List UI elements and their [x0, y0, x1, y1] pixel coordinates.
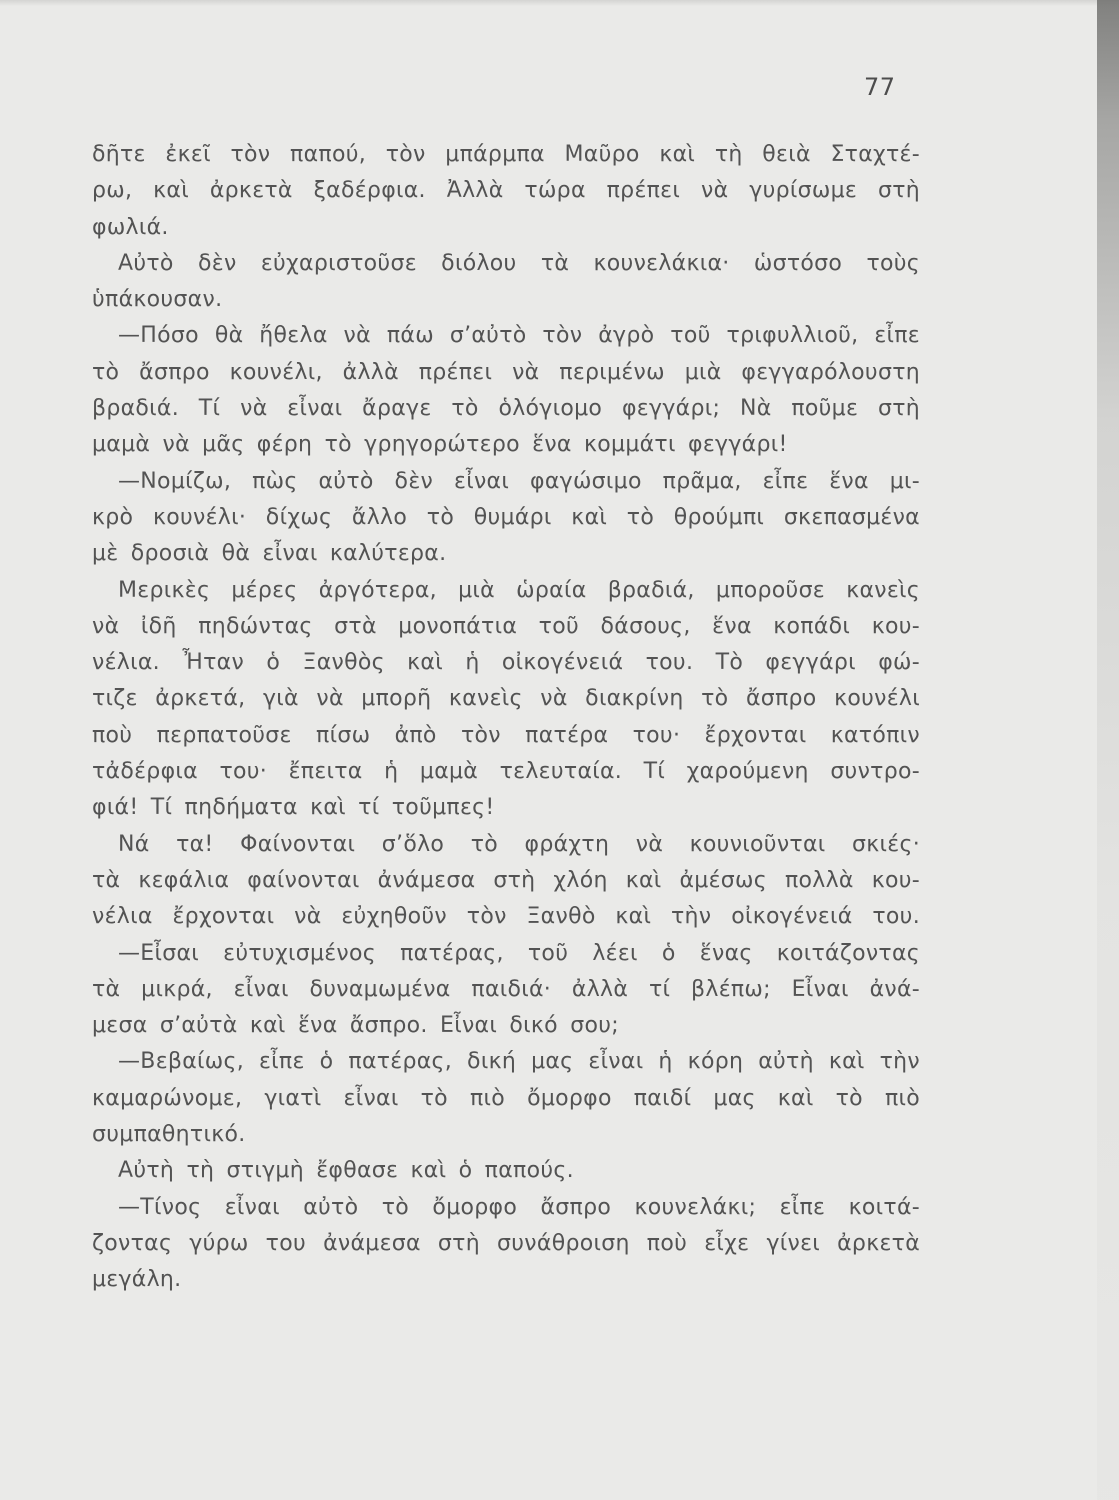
paragraph — [92, 1190, 920, 1299]
text-line: φιά! Τί πηδήματα καὶ τί τοῦμπες! — [92, 795, 495, 821]
text-line: —Βεβαίως, εἶπε ὁ πατέρας, δική μας εἶναι ἡ κόρη αὐτὴ καὶ τὴν — [118, 1049, 920, 1075]
text-line: —Τίνος εἶναι αὐτὸ τὸ ὄμορφο ἄσπρο κουνελάκι; εἶπε κοιτά- — [118, 1194, 920, 1220]
text-line: καμαρώνομε, γιατὶ εἶναι τὸ πιὸ ὄμορφο παιδί μας καὶ τὸ πιὸ — [92, 1085, 920, 1111]
page-number: 77 — [864, 73, 896, 101]
text-line: νέλια ἔρχονται νὰ εὐχηθοῦν τὸν Ξανθὸ καὶ τὴν οἰκογένειά του. — [92, 904, 920, 930]
paragraph — [92, 827, 920, 936]
text-line: ρω, καὶ ἀρκετὰ ξαδέρφια. Ἀλλὰ τώρα πρέπει νὰ γυρίσωμε στὴ — [92, 178, 920, 204]
text-line: —Εἶσαι εὐτυχισμένος πατέρας, τοῦ λέει ὁ ἕνας κοιτάζοντας — [118, 940, 920, 966]
text-line: νέλια. Ἦταν ὁ Ξανθὸς καὶ ἡ οἰκογένειά του. Τὸ φεγγάρι φώ- — [92, 650, 920, 676]
text-line: ζοντας γύρω του ἀνάμεσα στὴ συνάθροιση ποὺ εἶχε γίνει ἀρκετὰ — [92, 1230, 920, 1256]
text-line: δῆτε ἐκεῖ τὸν παπού, τὸν μπάρμπα Μαῦρο καὶ τὴ θειὰ Σταχτέ- — [92, 142, 920, 167]
scan-edge-top — [0, 0, 1119, 6]
body-text — [92, 137, 920, 1299]
text-line: ποὺ περπατοῦσε πίσω ἀπὸ τὸν πατέρα του· ἔρχονται κατόπιν — [92, 722, 920, 748]
paragraph — [92, 1044, 920, 1153]
text-line: συμπαθητικό. — [92, 1122, 246, 1148]
paragraph — [92, 1153, 920, 1189]
paragraph — [92, 318, 920, 463]
scan-edge-right — [1097, 0, 1119, 1500]
text-line: τὰ μικρά, εἶναι δυναμωμένα παιδιά· ἀλλὰ τί βλέπω; Εἶναι ἀνά- — [92, 976, 920, 1002]
text-line: βραδιά. Τί νὰ εἶναι ἄραγε τὸ ὁλόγιομο φεγγάρι; Νὰ ποῦμε στὴ — [92, 396, 920, 422]
text-line: μεγάλη. — [92, 1267, 182, 1293]
text-line: ὑπάκουσαν. — [92, 287, 223, 313]
text-line: τἀδέρφια του· ἔπειτα ἡ μαμὰ τελευταία. Τί χαρούμενη συντρο- — [92, 759, 920, 785]
text-line: Αὐτὴ τὴ στιγμὴ ἔφθασε καὶ ὁ παπούς. — [118, 1158, 574, 1184]
text-line: τὸ ἄσπρο κουνέλι, ἀλλὰ πρέπει νὰ περιμένω μιὰ φεγγαρόλουστη — [92, 359, 920, 385]
text-line: μεσα σ’αὐτὰ καὶ ἕνα ἄσπρο. Εἶναι δικό σου; — [92, 1013, 619, 1039]
text-line: τιζε ἀρκετά, γιὰ νὰ μπορῆ κανεὶς νὰ διακρίνη τὸ ἄσπρο κουνέλι — [92, 686, 920, 712]
text-line: νὰ ἰδῆ πηδώντας στὰ μονοπάτια τοῦ δάσους, ἕνα κοπάδι κου- — [92, 613, 920, 639]
text-line: —Νομίζω, πὼς αὐτὸ δὲν εἶναι φαγώσιμο πρᾶμα, εἶπε ἕνα μι- — [118, 468, 920, 494]
text-line: φωλιά. — [92, 214, 169, 240]
text-line: τὰ κεφάλια φαίνονται ἀνάμεσα στὴ χλόη καὶ ἀμέσως πολλὰ κου- — [92, 867, 920, 893]
text-line: Αὐτὸ δὲν εὐχαριστοῦσε διόλου τὰ κουνελάκια· ὡστόσο τοὺς — [118, 250, 920, 276]
paragraph — [92, 246, 920, 319]
text-line: —Πόσο θὰ ἤθελα νὰ πάω σ’αὐτὸ τὸν ἀγρὸ τοῦ τριφυλλιοῦ, εἶπε — [118, 323, 920, 349]
text-line: κρὸ κουνέλι· δίχως ἄλλο τὸ θυμάρι καὶ τὸ θρούμπι σκεπασμένα — [92, 504, 920, 530]
paragraph — [92, 936, 920, 1045]
text-line: Μερικὲς μέρες ἀργότερα, μιὰ ὡραία βραδιά, μποροῦσε κανεὶς — [118, 577, 920, 603]
paragraph — [92, 573, 920, 827]
paragraph — [92, 137, 920, 246]
text-line: Νά τα! Φαίνονται σ’ὅλο τὸ φράχτη νὰ κουνιοῦνται σκιές· — [118, 831, 920, 857]
text-line: μὲ δροσιὰ θὰ εἶναι καλύτερα. — [92, 541, 447, 567]
paragraph — [92, 464, 920, 573]
text-line: μαμὰ νὰ μᾶς φέρη τὸ γρηγορώτερο ἕνα κομμάτι φεγγάρι! — [92, 432, 788, 458]
